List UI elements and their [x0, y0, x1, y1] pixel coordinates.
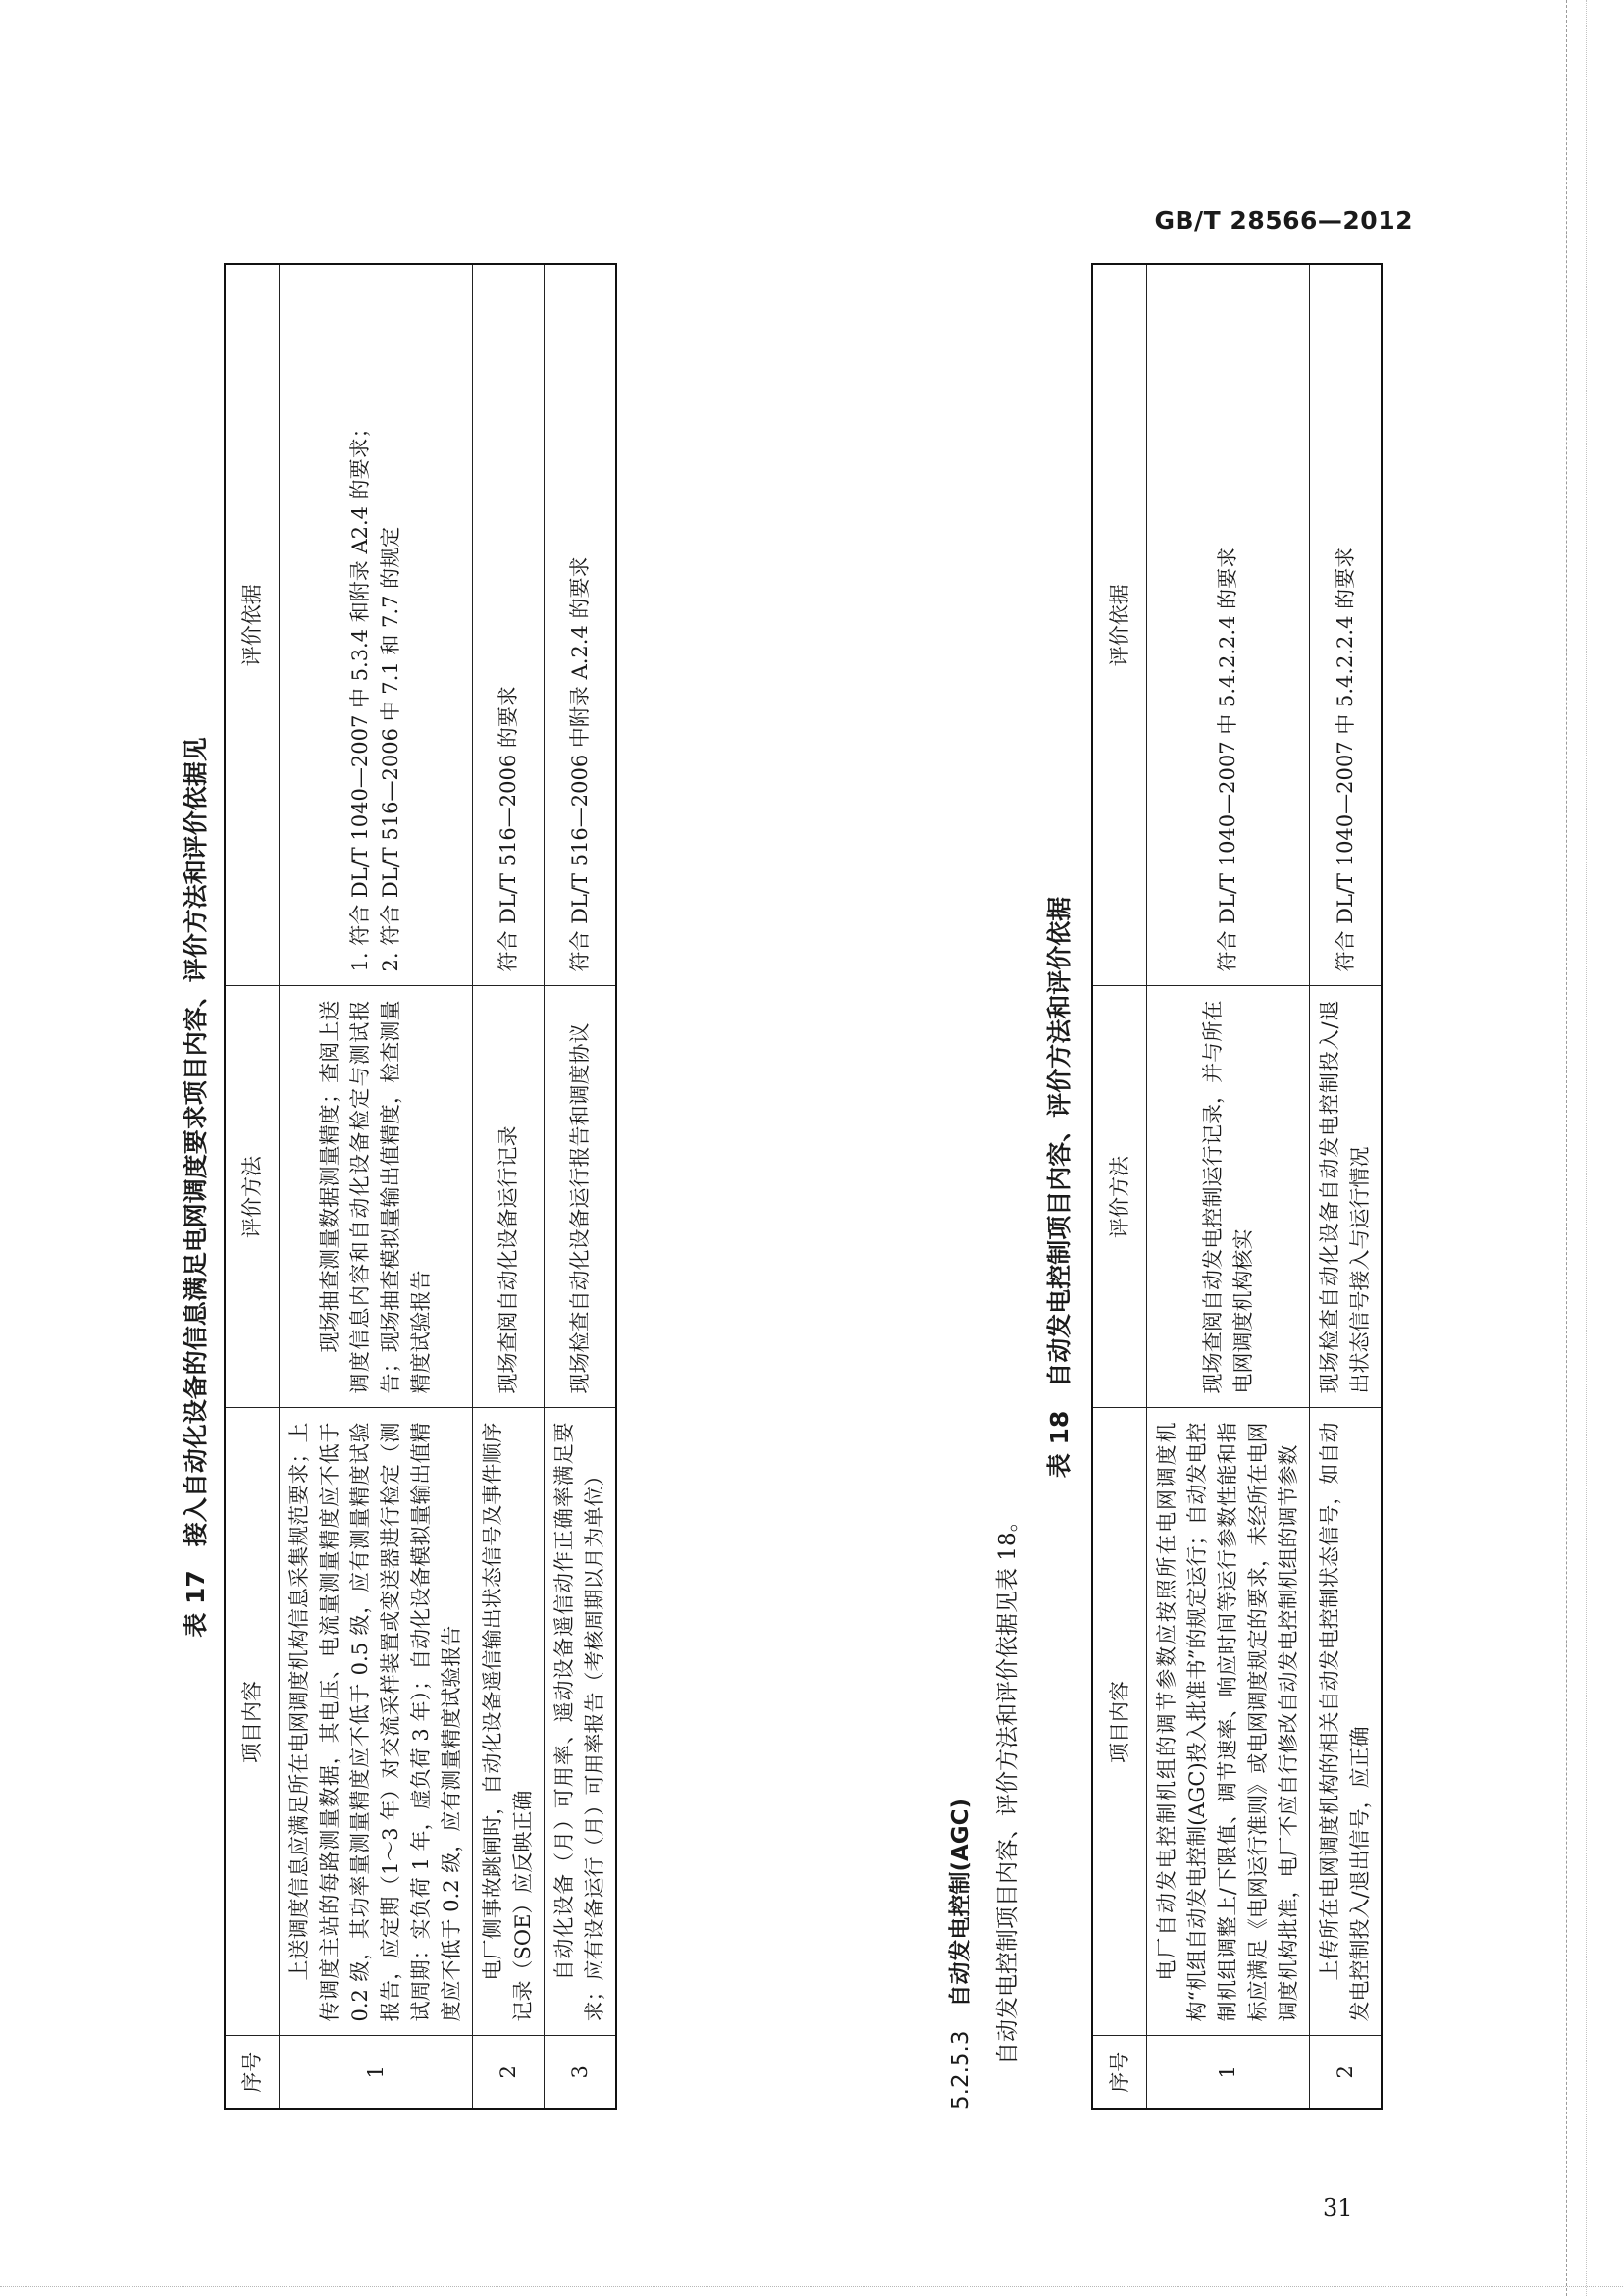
scan-edge-line	[0, 2286, 1623, 2287]
section-title: 自动发电控制(AGC)	[948, 1798, 973, 2008]
section-paragraph: 自动发电控制项目内容、评价方法和评价依据见表 18。	[995, 1509, 1021, 2064]
table-row	[1310, 264, 1383, 2109]
evaluation-basis: 符合 DL/T 516—2006 的要求	[473, 264, 545, 986]
item-content: 上送调度信息应满足所在电网调度机构信息采集规范要求；上传调度主站的每路测量数据，其电压、电流量测量精度应不低于 0.2 级，其功率量测量精度应不低于 0.5 级，应有测量精度试验报告，应定期（1～3 年）对交流采样装置或变送器进行检定（测试周期：实负荷 1 年，虚负荷 3 年）；自动化设备模拟量输出值精度应不低于 0.2 级，应有测量精度试验报告	[280, 1408, 473, 2036]
evaluation-basis: 符合 DL/T 1040—2007 中 5.4.2.2.4 的要求	[1147, 264, 1310, 986]
column-header-basis: 评价依据	[1092, 264, 1147, 986]
item-content: 电厂自动发电控制机组的调节参数应按照所在电网调度机构“机组自动发电控制(AGC)投入批准书”的规定运行；自动发电控制机组调整上/下限值、调节速率、响应时间等运行参数性能和指标应满足《电网运行准则》或电网调度规定的要求，未经所在电网调度机构批准，电厂不应自行修改自动发电控制机组的调节参数	[1147, 1408, 1310, 2036]
table18-caption	[1040, 265, 1075, 2110]
row-number: 2	[1310, 2036, 1383, 2109]
column-header-method: 评价方法	[225, 986, 280, 1408]
table17-label: 表 17	[182, 1570, 210, 1638]
standard-number: GB/T 28566—2012	[1154, 206, 1413, 235]
table17-title: 接入自动化设备的信息满足电网调度要求项目内容、评价方法和评价依据见	[182, 737, 210, 1547]
table-row	[280, 264, 473, 2109]
scan-edge-line	[1586, 0, 1587, 2296]
column-header-content: 项目内容	[1092, 1408, 1147, 2036]
table-row	[1147, 264, 1310, 2109]
row-number: 1	[280, 2036, 473, 2109]
table18-label: 表 18	[1045, 1410, 1073, 1479]
row-number: 2	[473, 2036, 545, 2109]
table18-title: 自动发电控制项目内容、评价方法和评价依据	[1045, 896, 1073, 1387]
table-header-row	[225, 264, 280, 2109]
table-header-row	[1092, 264, 1147, 2109]
table17-caption	[177, 265, 212, 2110]
evaluation-basis: 符合 DL/T 516—2006 中附录 A.2.4 的要求	[545, 264, 617, 986]
item-content: 上传所在电网调度机构的相关自动发电控制状态信号，如自动发电控制投入/退出信号，应正确	[1310, 1408, 1383, 2036]
basis-item: 1. 符合 DL/T 1040—2007 中 5.3.4 和附录 A2.4 的要求；	[348, 417, 372, 972]
column-header-method: 评价方法	[1092, 986, 1147, 1408]
table17	[224, 263, 617, 2110]
row-number: 3	[545, 2036, 617, 2109]
table-row	[545, 264, 617, 2109]
evaluation-method: 现场查阅自动发电控制运行记录，并与所在电网调度机构核实	[1147, 986, 1310, 1408]
evaluation-method: 现场抽查测量数据测量精度；查阅上送调度信息内容和自动化设备检定与测试报告；现场抽查模拟量输出值精度，检查测量精度试验报告	[280, 986, 473, 1408]
item-content: 电厂侧事故跳闸时，自动化设备遥信输出状态信号及事件顺序记录（SOE）应反映正确	[473, 1408, 545, 2036]
evaluation-basis: 符合 DL/T 1040—2007 中 5.4.2.2.4 的要求	[1310, 264, 1383, 986]
item-content: 自动化设备（月）可用率、遥动设备遥信动作正确率满足要求；应有设备运行（月）可用率报告（考核周期以月为单位）	[545, 1408, 617, 2036]
section-heading	[942, 1799, 974, 2110]
evaluation-basis	[280, 264, 473, 986]
column-header-content: 项目内容	[225, 1408, 280, 2036]
evaluation-method: 现场检查自动化设备运行报告和调度协议	[545, 986, 617, 1408]
column-header-no: 序号	[1092, 2036, 1147, 2109]
evaluation-method: 现场检查自动化设备自动发电控制投入/退出状态信号接入与运行情况	[1310, 986, 1383, 1408]
page-number: 31	[1323, 2194, 1353, 2221]
evaluation-method: 现场查阅自动化设备运行记录	[473, 986, 545, 1408]
section-number: 5.2.5.3	[948, 2030, 973, 2110]
table-row	[473, 264, 545, 2109]
column-header-basis: 评价依据	[225, 264, 280, 986]
row-number: 1	[1147, 2036, 1310, 2109]
rotated-content	[157, 265, 1570, 2110]
table18	[1091, 263, 1383, 2110]
column-header-no: 序号	[225, 2036, 280, 2109]
basis-item: 2. 符合 DL/T 516—2006 中 7.1 和 7.7 的规定	[379, 526, 402, 972]
